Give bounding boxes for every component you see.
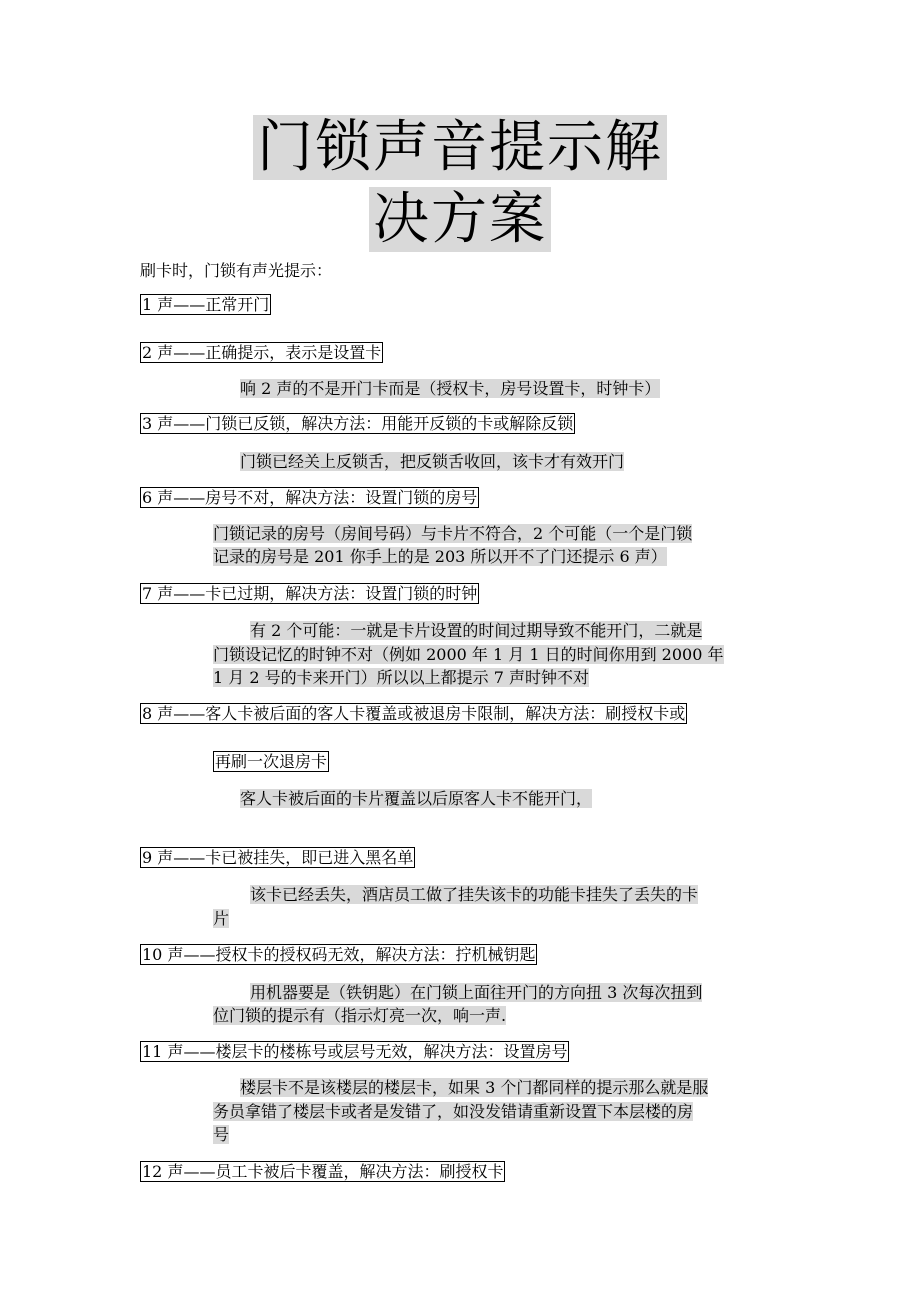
item-3-heading: 3 声——门锁已反锁，解决方法：用能开反锁的卡或解除反锁 [142, 414, 574, 433]
item-11-heading: 11 声——楼层卡的楼栋号或层号无效，解决方法：设置房号 [142, 1042, 568, 1061]
item-6-note-line-2: 记录的房号是 201 你手上的是 203 所以开不了门还提示 6 声） [213, 547, 667, 566]
item-7-note-line-1: 有 2 个可能：一就是卡片设置的时间过期导致不能开门，二就是 [250, 621, 703, 640]
document-title-line-2: 决方案 [0, 192, 920, 248]
item-3-note: 门锁已经关上反锁舌，把反锁舌收回，该卡才有效开门 [240, 452, 625, 471]
item-10-note-line-2: 位门锁的提示有（指示灯亮一次，响一声. [213, 1006, 507, 1025]
item-9-heading: 9 声——卡已被挂失，即已进入黑名单 [142, 848, 414, 867]
item-1-heading: 1 声——正常开门 [142, 295, 270, 314]
item-9-note-line-2: 片 [213, 909, 230, 928]
item-8-heading-continued: 再刷一次退房卡 [215, 752, 328, 771]
item-6-note-line-1: 门锁记录的房号（房间号码）与卡片不符合，2 个可能（一个是门锁 [213, 524, 693, 543]
item-10-note-line-1: 用机器要是（铁钥匙）在门锁上面往开门的方向扭 3 次每次扭到 [250, 983, 703, 1002]
item-7-heading: 7 声——卡已过期，解决方法：设置门锁的时钟 [142, 584, 478, 603]
item-2-note: 响 2 声的不是开门卡而是（授权卡，房号设置卡，时钟卡） [240, 379, 661, 398]
item-8-heading: 8 声——客人卡被后面的客人卡覆盖或被退房卡限制，解决方法：刷授权卡或 [142, 704, 686, 723]
item-7-note-line-3: 1 月 2 号的卡来开门）所以以上都提示 7 声时钟不对 [213, 668, 589, 687]
document-title-line-1: 门锁声音提示解 [0, 120, 920, 176]
item-11-note-line-3: 号 [213, 1125, 230, 1144]
item-9-note-line-1: 该卡已经丢失，酒店员工做了挂失该卡的功能卡挂失了丢失的卡 [250, 885, 699, 904]
item-7-note-line-2: 门锁设记忆的时钟不对（例如 2000 年 1 月 1 日的时间你用到 2000 年 [213, 645, 724, 664]
item-11-note-line-1: 楼层卡不是该楼层的楼层卡，如果 3 个门都同样的提示那么就是服 [240, 1078, 709, 1097]
intro-text: 刷卡时，门锁有声光提示： [140, 261, 333, 280]
item-10-heading: 10 声——授权卡的授权码无效，解决方法：拧机械钥匙 [142, 945, 536, 964]
item-6-heading: 6 声——房号不对，解决方法：设置门锁的房号 [142, 488, 478, 507]
item-8-note: 客人卡被后面的卡片覆盖以后原客人卡不能开门， [240, 789, 593, 808]
item-2-heading: 2 声——正确提示，表示是设置卡 [142, 343, 382, 362]
item-11-note-line-2: 务员拿错了楼层卡或者是发错了，如没发错请重新设置下本层楼的房 [213, 1102, 694, 1121]
item-12-heading: 12 声——员工卡被后卡覆盖，解决方法：刷授权卡 [142, 1162, 504, 1181]
